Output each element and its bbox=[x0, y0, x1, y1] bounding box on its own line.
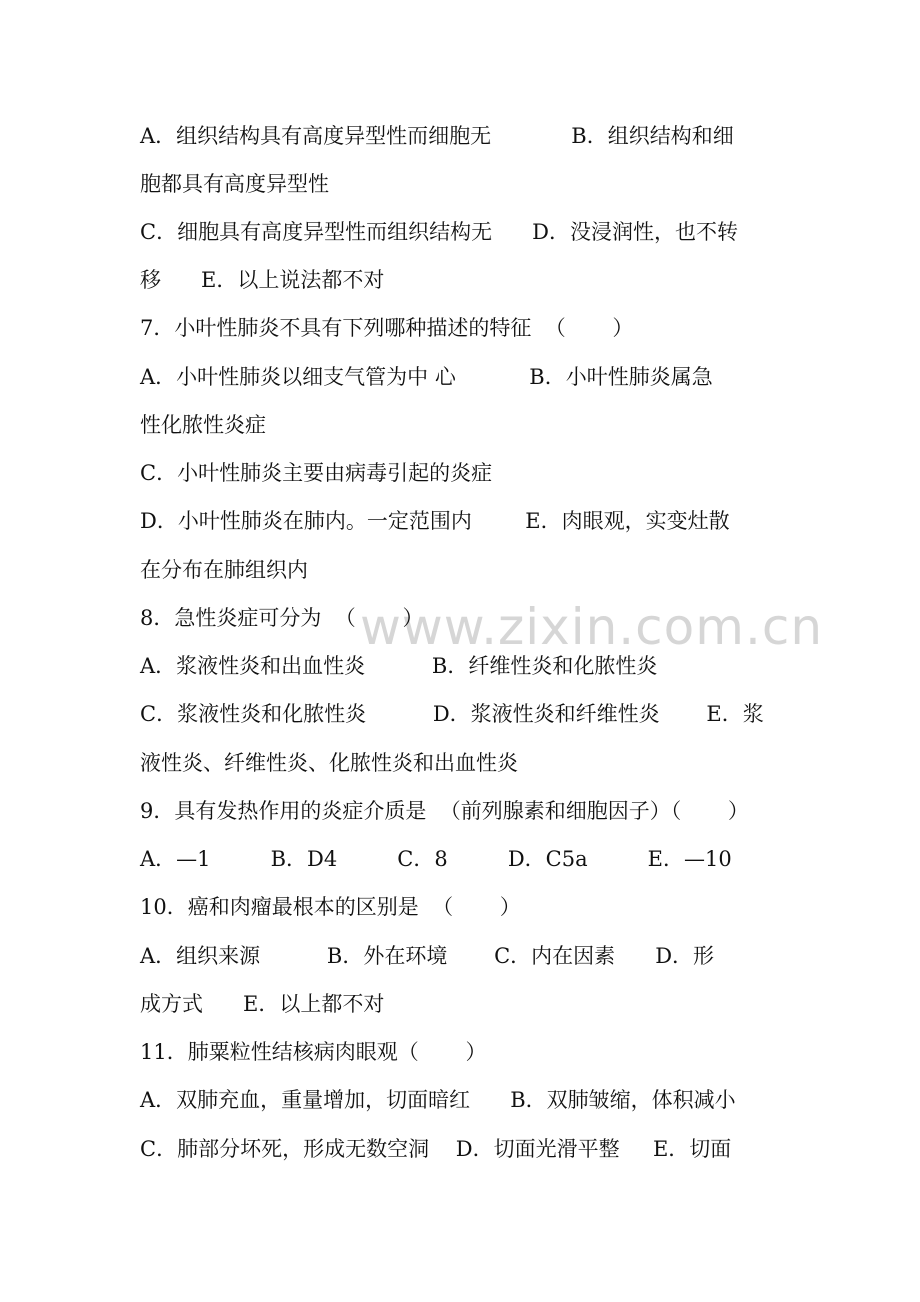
text-line: A．小叶性肺炎以细支气管为中 心 B．小叶性肺炎属急 bbox=[140, 365, 713, 389]
text-line: 成方式 E．以上都不对 bbox=[140, 992, 385, 1016]
text-line: 在分布在肺组织内 bbox=[140, 558, 308, 582]
question-9: 9．具有发热作用的炎症介质是 （前列腺素和细胞因子）（ ） bbox=[140, 799, 749, 823]
text-line: C．小叶性肺炎主要由病毒引起的炎症 bbox=[140, 461, 493, 485]
question-10: 10．癌和肉瘤最根本的区别是 （ ） bbox=[140, 895, 521, 919]
text-line: 胞都具有高度异型性 bbox=[140, 172, 329, 196]
question-8: 8．急性炎症可分为 （ ） bbox=[140, 606, 424, 630]
text-line: 性化脓性炎症 bbox=[140, 413, 266, 437]
question-11: 11．肺粟粒性结核病肉眼观（ ） bbox=[140, 1040, 487, 1064]
text-line: D．小叶性肺炎在肺内。一定范围内 E．肉眼观，实变灶散 bbox=[140, 509, 730, 533]
text-line: A．双肺充血，重量增加，切面暗红 B．双肺皱缩，体积减小 bbox=[140, 1088, 736, 1112]
watermark: www.zixin.com.cn bbox=[360, 598, 824, 656]
text-line: A．组织结构具有高度异型性而细胞无 B．组织结构和细 bbox=[140, 124, 734, 148]
question-7: 7．小叶性肺炎不具有下列哪种描述的特征 （ ） bbox=[140, 316, 634, 340]
text-line: C．细胞具有高度异型性而组织结构无 D．没浸润性，也不转 bbox=[140, 220, 738, 244]
text-line: C．浆液性炎和化脓性炎 D．浆液性炎和纤维性炎 E．浆 bbox=[140, 702, 764, 726]
text-line: A．组织来源 B．外在环境 C．内在因素 D．形 bbox=[140, 944, 715, 968]
text-line: 液性炎、纤维性炎、化脓性炎和出血性炎 bbox=[140, 751, 518, 775]
text-line: 移 E．以上说法都不对 bbox=[140, 268, 385, 292]
text-line: C．肺部分坏死，形成无数空洞 D．切面光滑平整 E．切面 bbox=[140, 1137, 732, 1161]
text-line: A．—1 B．D4 C．8 D．C5a E．—10 bbox=[140, 847, 732, 871]
text-line: A．浆液性炎和出血性炎 B．纤维性炎和化脓性炎 bbox=[140, 654, 658, 678]
